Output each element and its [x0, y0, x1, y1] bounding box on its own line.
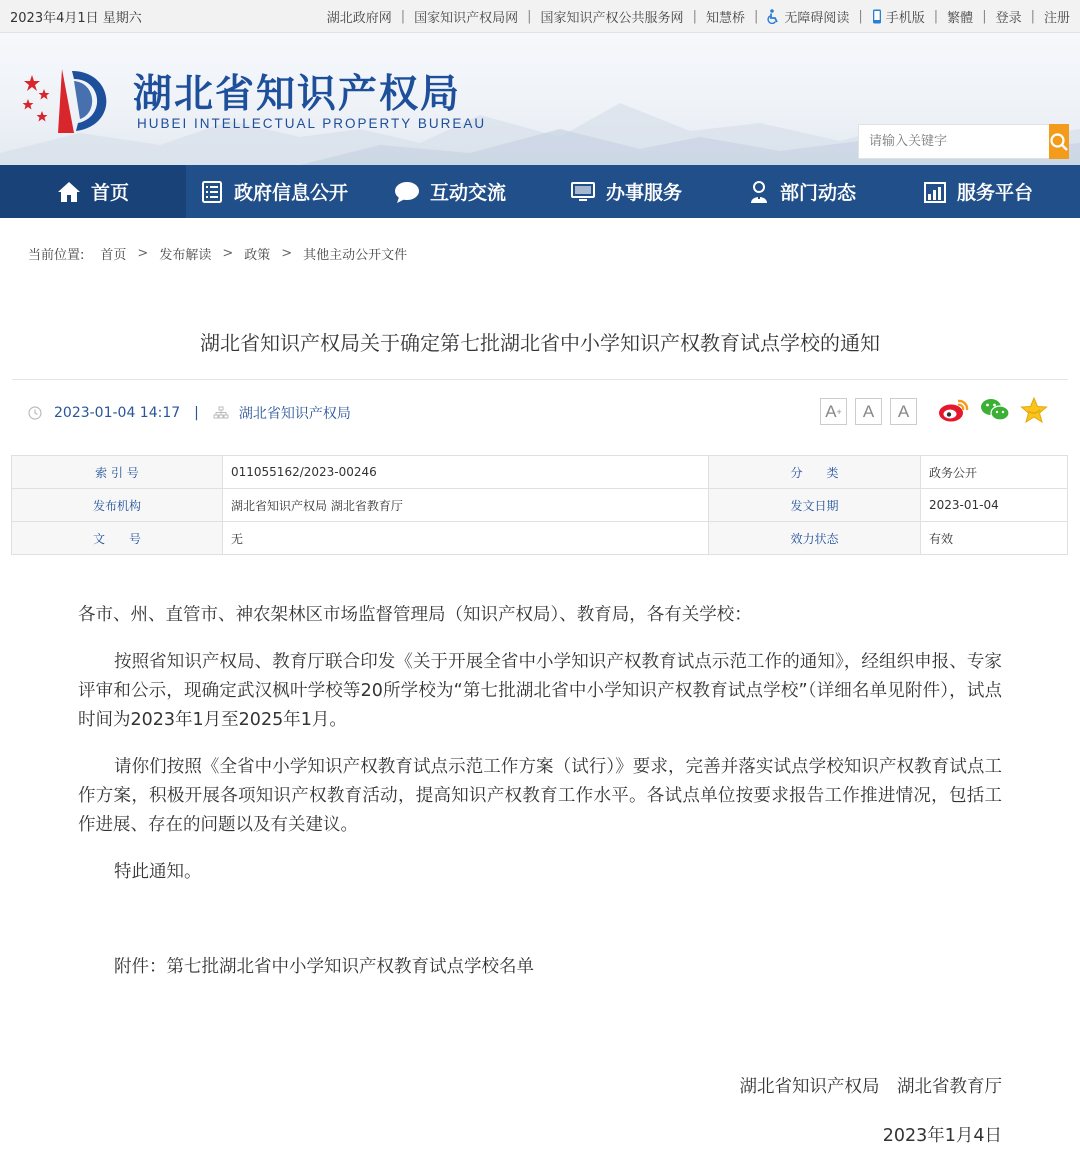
- breadcrumb-label: 当前位置:: [28, 247, 85, 263]
- breadcrumb-home[interactable]: 首页: [100, 247, 127, 263]
- link-accessibility[interactable]: [758, 7, 858, 26]
- breadcrumb-other-files[interactable]: 其他主动公开文件: [303, 247, 408, 263]
- doc-number-value: 无: [223, 522, 709, 555]
- article-meta: [0, 380, 1080, 445]
- publish-time-text: 2023-01-04 14:17: [54, 404, 181, 421]
- article-source-text: 湖北省知识产权局: [238, 405, 351, 422]
- separator: |: [692, 8, 697, 24]
- issuer-value: 湖北省知识产权局 湖北省教育厅: [223, 489, 709, 522]
- body-paragraph: 请你们按照《全省中小学知识产权教育试点示范工作方案（试行）》要求，完善并落实试点学校知识产权教育试点工作方案，积极开展各项知识产权教育活动，提高知识产权教育工作水平。各试点单位按要求报告工作推进情况，包括工作进展、存在的问题以及有关建议。: [78, 757, 1002, 835]
- doc-number-label: 文 号: [12, 522, 223, 555]
- font-size-controls: [820, 398, 917, 425]
- favorite-star-icon[interactable]: [1020, 397, 1048, 423]
- link-traditional-chinese[interactable]: 繁體: [947, 10, 974, 26]
- breadcrumb-release[interactable]: 发布解读: [159, 247, 212, 263]
- nav-label: 办事服务: [605, 182, 682, 204]
- main-nav: [0, 165, 1080, 218]
- nav-dept-news[interactable]: [714, 165, 890, 218]
- article-body: [0, 601, 1080, 982]
- document-info-table: [11, 455, 1068, 555]
- validity-label: 效力状态: [709, 522, 921, 555]
- breadcrumb: [0, 218, 1080, 288]
- breadcrumb-policy[interactable]: 政策: [244, 247, 271, 263]
- mobile-phone-icon: [872, 9, 882, 24]
- link-zhihuiqiao[interactable]: 知慧桥: [705, 10, 745, 26]
- breadcrumb-separator: >: [281, 245, 293, 261]
- index-number-value: 011055162/2023-00246: [223, 456, 709, 489]
- nav-label: 服务平台: [956, 182, 1033, 204]
- chat-bubble-icon: [394, 180, 420, 204]
- document-list-icon: [200, 180, 224, 204]
- link-cnipa[interactable]: 国家知识产权局网: [414, 10, 519, 26]
- current-date: 2023年4月1日 星期六: [10, 10, 142, 26]
- nav-label: 首页: [90, 182, 129, 204]
- separator: |: [933, 8, 939, 24]
- breadcrumb-separator: >: [222, 245, 234, 261]
- nav-services[interactable]: [538, 165, 714, 218]
- weibo-icon[interactable]: [938, 397, 970, 423]
- link-hubei-gov[interactable]: 湖北政府网: [326, 10, 392, 26]
- issue-date-value: 2023-01-04: [921, 489, 1068, 522]
- nav-label: 部门动态: [779, 182, 856, 204]
- site-header: [0, 33, 1080, 165]
- article-source: [213, 403, 351, 423]
- body-paragraph: 按照省知识产权局、教育厅联合印发《关于开展全省中小学知识产权教育试点示范工作的通知》，经组织申报、专家评审和公示，现确定武汉枫叶学校等20所学校为“第七批湖北省中小学知识产权教育试点学校”（详细名单见附件），试点时间为2023年1月至2025年1月。: [78, 652, 1002, 730]
- top-bar: [0, 0, 1080, 33]
- separator: |: [1030, 8, 1035, 24]
- index-number-label: 索 引 号: [12, 456, 223, 489]
- separator: |: [527, 8, 532, 24]
- validity-value: 有效: [921, 522, 1068, 555]
- nav-gov-info[interactable]: [186, 165, 362, 218]
- table-row: [12, 456, 1068, 489]
- search-icon: [1049, 132, 1069, 152]
- clock-icon: [28, 406, 42, 420]
- meta-separator: |: [194, 404, 199, 421]
- issuer-label: 发布机构: [12, 489, 223, 522]
- search-box: [858, 124, 1068, 159]
- nav-interaction[interactable]: [362, 165, 538, 218]
- mobile-label: 手机版: [885, 10, 925, 26]
- search-input[interactable]: [858, 124, 1049, 159]
- nav-label: 互动交流: [429, 182, 506, 204]
- separator: |: [753, 8, 759, 24]
- signature-date: 2023年1月4日: [882, 1126, 1002, 1146]
- table-row: [12, 489, 1068, 522]
- top-links: [318, 7, 1070, 26]
- bureau-emblem-logo: [18, 65, 123, 135]
- salutation: 各市、州、直管市、神农架林区市场监督管理局（知识产权局）、教育局，各有关学校：: [78, 605, 752, 625]
- category-value: 政务公开: [921, 456, 1068, 489]
- accessibility-icon: [767, 9, 780, 24]
- site-title-cn: 湖北省知识产权局: [133, 72, 462, 117]
- font-default-button[interactable]: A: [855, 398, 882, 425]
- nav-home[interactable]: [0, 165, 186, 218]
- link-ip-public-service[interactable]: 国家知识产权公共服务网: [540, 10, 684, 26]
- link-mobile[interactable]: [863, 7, 934, 26]
- person-icon: [748, 180, 770, 204]
- monitor-icon: [570, 180, 596, 204]
- issue-date-label: 发文日期: [709, 489, 921, 522]
- signature-orgs: 湖北省知识产权局 湖北省教育厅: [739, 1077, 1002, 1097]
- site-title-en: HUBEI INTELLECTUAL PROPERTY BUREAU: [137, 116, 487, 131]
- wechat-icon[interactable]: [980, 397, 1010, 423]
- home-icon: [57, 180, 81, 204]
- share-buttons: [938, 397, 1048, 423]
- separator: |: [982, 8, 987, 24]
- font-larger-button[interactable]: A +: [820, 398, 847, 425]
- attachment-link[interactable]: 附件：第七批湖北省中小学知识产权教育试点学校名单: [114, 957, 534, 977]
- accessibility-label: 无障碍阅读: [784, 10, 850, 26]
- font-smaller-button[interactable]: A: [890, 398, 917, 425]
- nav-label: 政府信息公开: [233, 182, 348, 204]
- link-login[interactable]: 登录: [995, 10, 1022, 26]
- table-row: [12, 522, 1068, 555]
- link-register[interactable]: 注册: [1043, 10, 1070, 26]
- search-button[interactable]: [1049, 124, 1069, 159]
- closing-line: 特此通知。: [114, 862, 202, 882]
- category-label: 分 类: [709, 456, 921, 489]
- separator: |: [400, 8, 406, 24]
- nav-service-platform[interactable]: [890, 165, 1066, 218]
- breadcrumb-separator: >: [137, 245, 149, 261]
- article-title: 湖北省知识产权局关于确定第七批湖北省中小学知识产权教育试点学校的通知: [200, 331, 880, 355]
- publish-time: [28, 405, 180, 421]
- bar-chart-icon: [923, 180, 947, 204]
- separator: |: [858, 8, 863, 24]
- organization-icon: [213, 406, 229, 420]
